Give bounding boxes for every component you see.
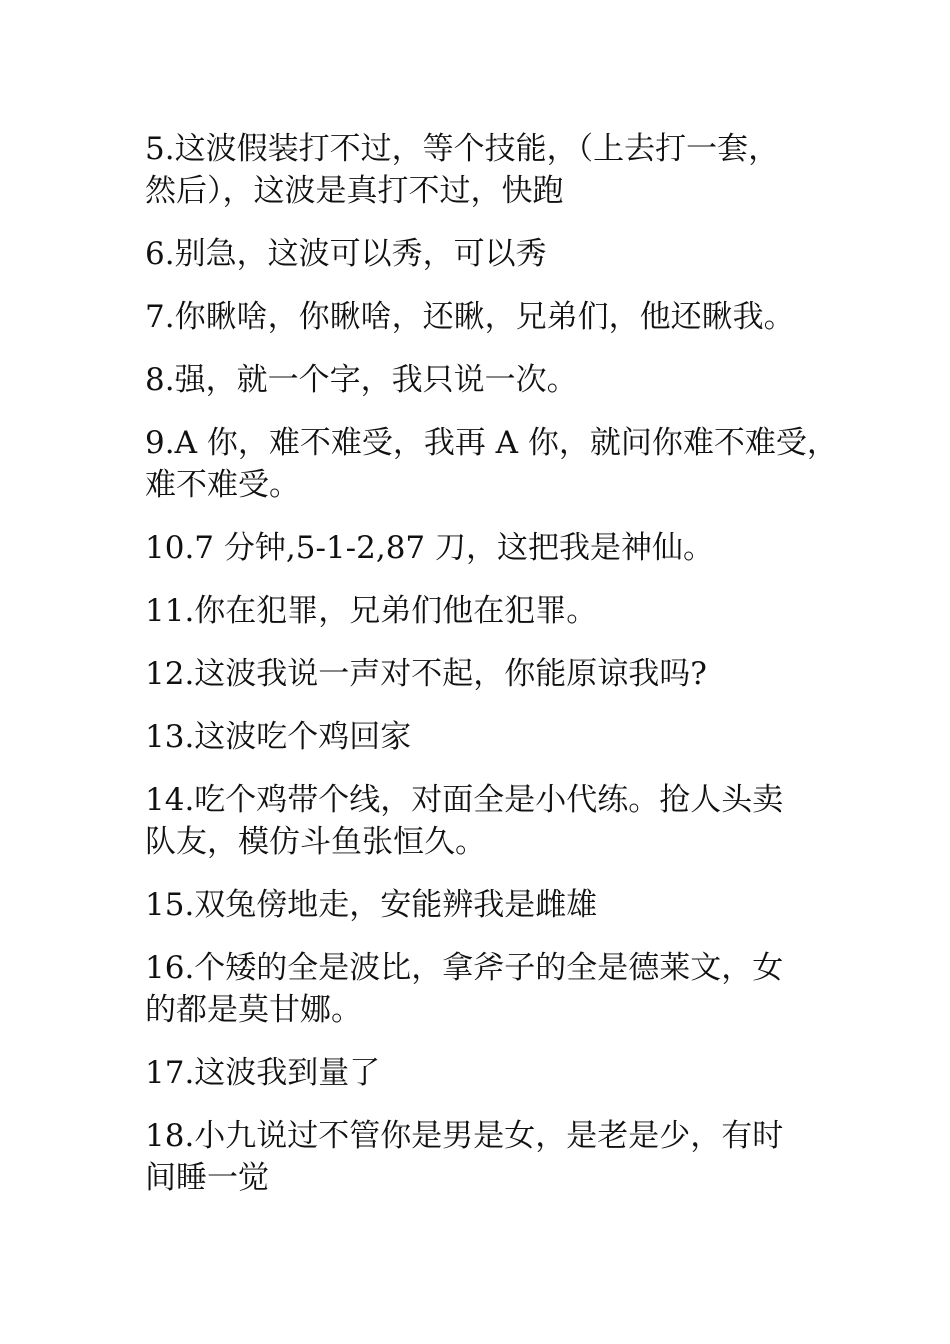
list-item-7: 7.你瞅啥，你瞅啥，还瞅，兄弟们，他还瞅我。 — [145, 299, 795, 335]
list-item-5: 5.这波假装打不过，等个技能，（上去打一套， 然后），这波是真打不过，快跑 — [145, 131, 780, 209]
list-item-17: 17.这波我到量了 — [145, 1055, 381, 1091]
list-item-14: 14.吃个鸡带个线，对面全是小代练。抢人头卖 队友，模仿斗鱼张恒久。 — [145, 782, 784, 860]
list-item-11: 11.你在犯罪，兄弟们他在犯罪。 — [145, 593, 598, 629]
list-item-8: 8.强，就一个字，我只说一次。 — [145, 362, 578, 398]
list-item-16: 16.个矮的全是波比，拿斧子的全是德莱文，女 的都是莫甘娜。 — [145, 950, 784, 1028]
list-item-9: 9.A 你，难不难受，我再 A 你，就问你难不难受， 难不难受。 — [145, 425, 838, 503]
list-item-15: 15.双兔傍地走，安能辨我是雌雄 — [145, 887, 598, 923]
document-body — [145, 128, 845, 1220]
list-item-6: 6.别急，这波可以秀，可以秀 — [145, 236, 547, 272]
list-item-13: 13.这波吃个鸡回家 — [145, 719, 412, 755]
list-item-18: 18.小九说过不管你是男是女，是老是少，有时 间睡一觉 — [145, 1118, 784, 1196]
list-item-12: 12.这波我说一声对不起，你能原谅我吗? — [145, 656, 707, 692]
list-item-10: 10.7 分钟,5-1-2,87 刀，这把我是神仙。 — [145, 530, 715, 566]
